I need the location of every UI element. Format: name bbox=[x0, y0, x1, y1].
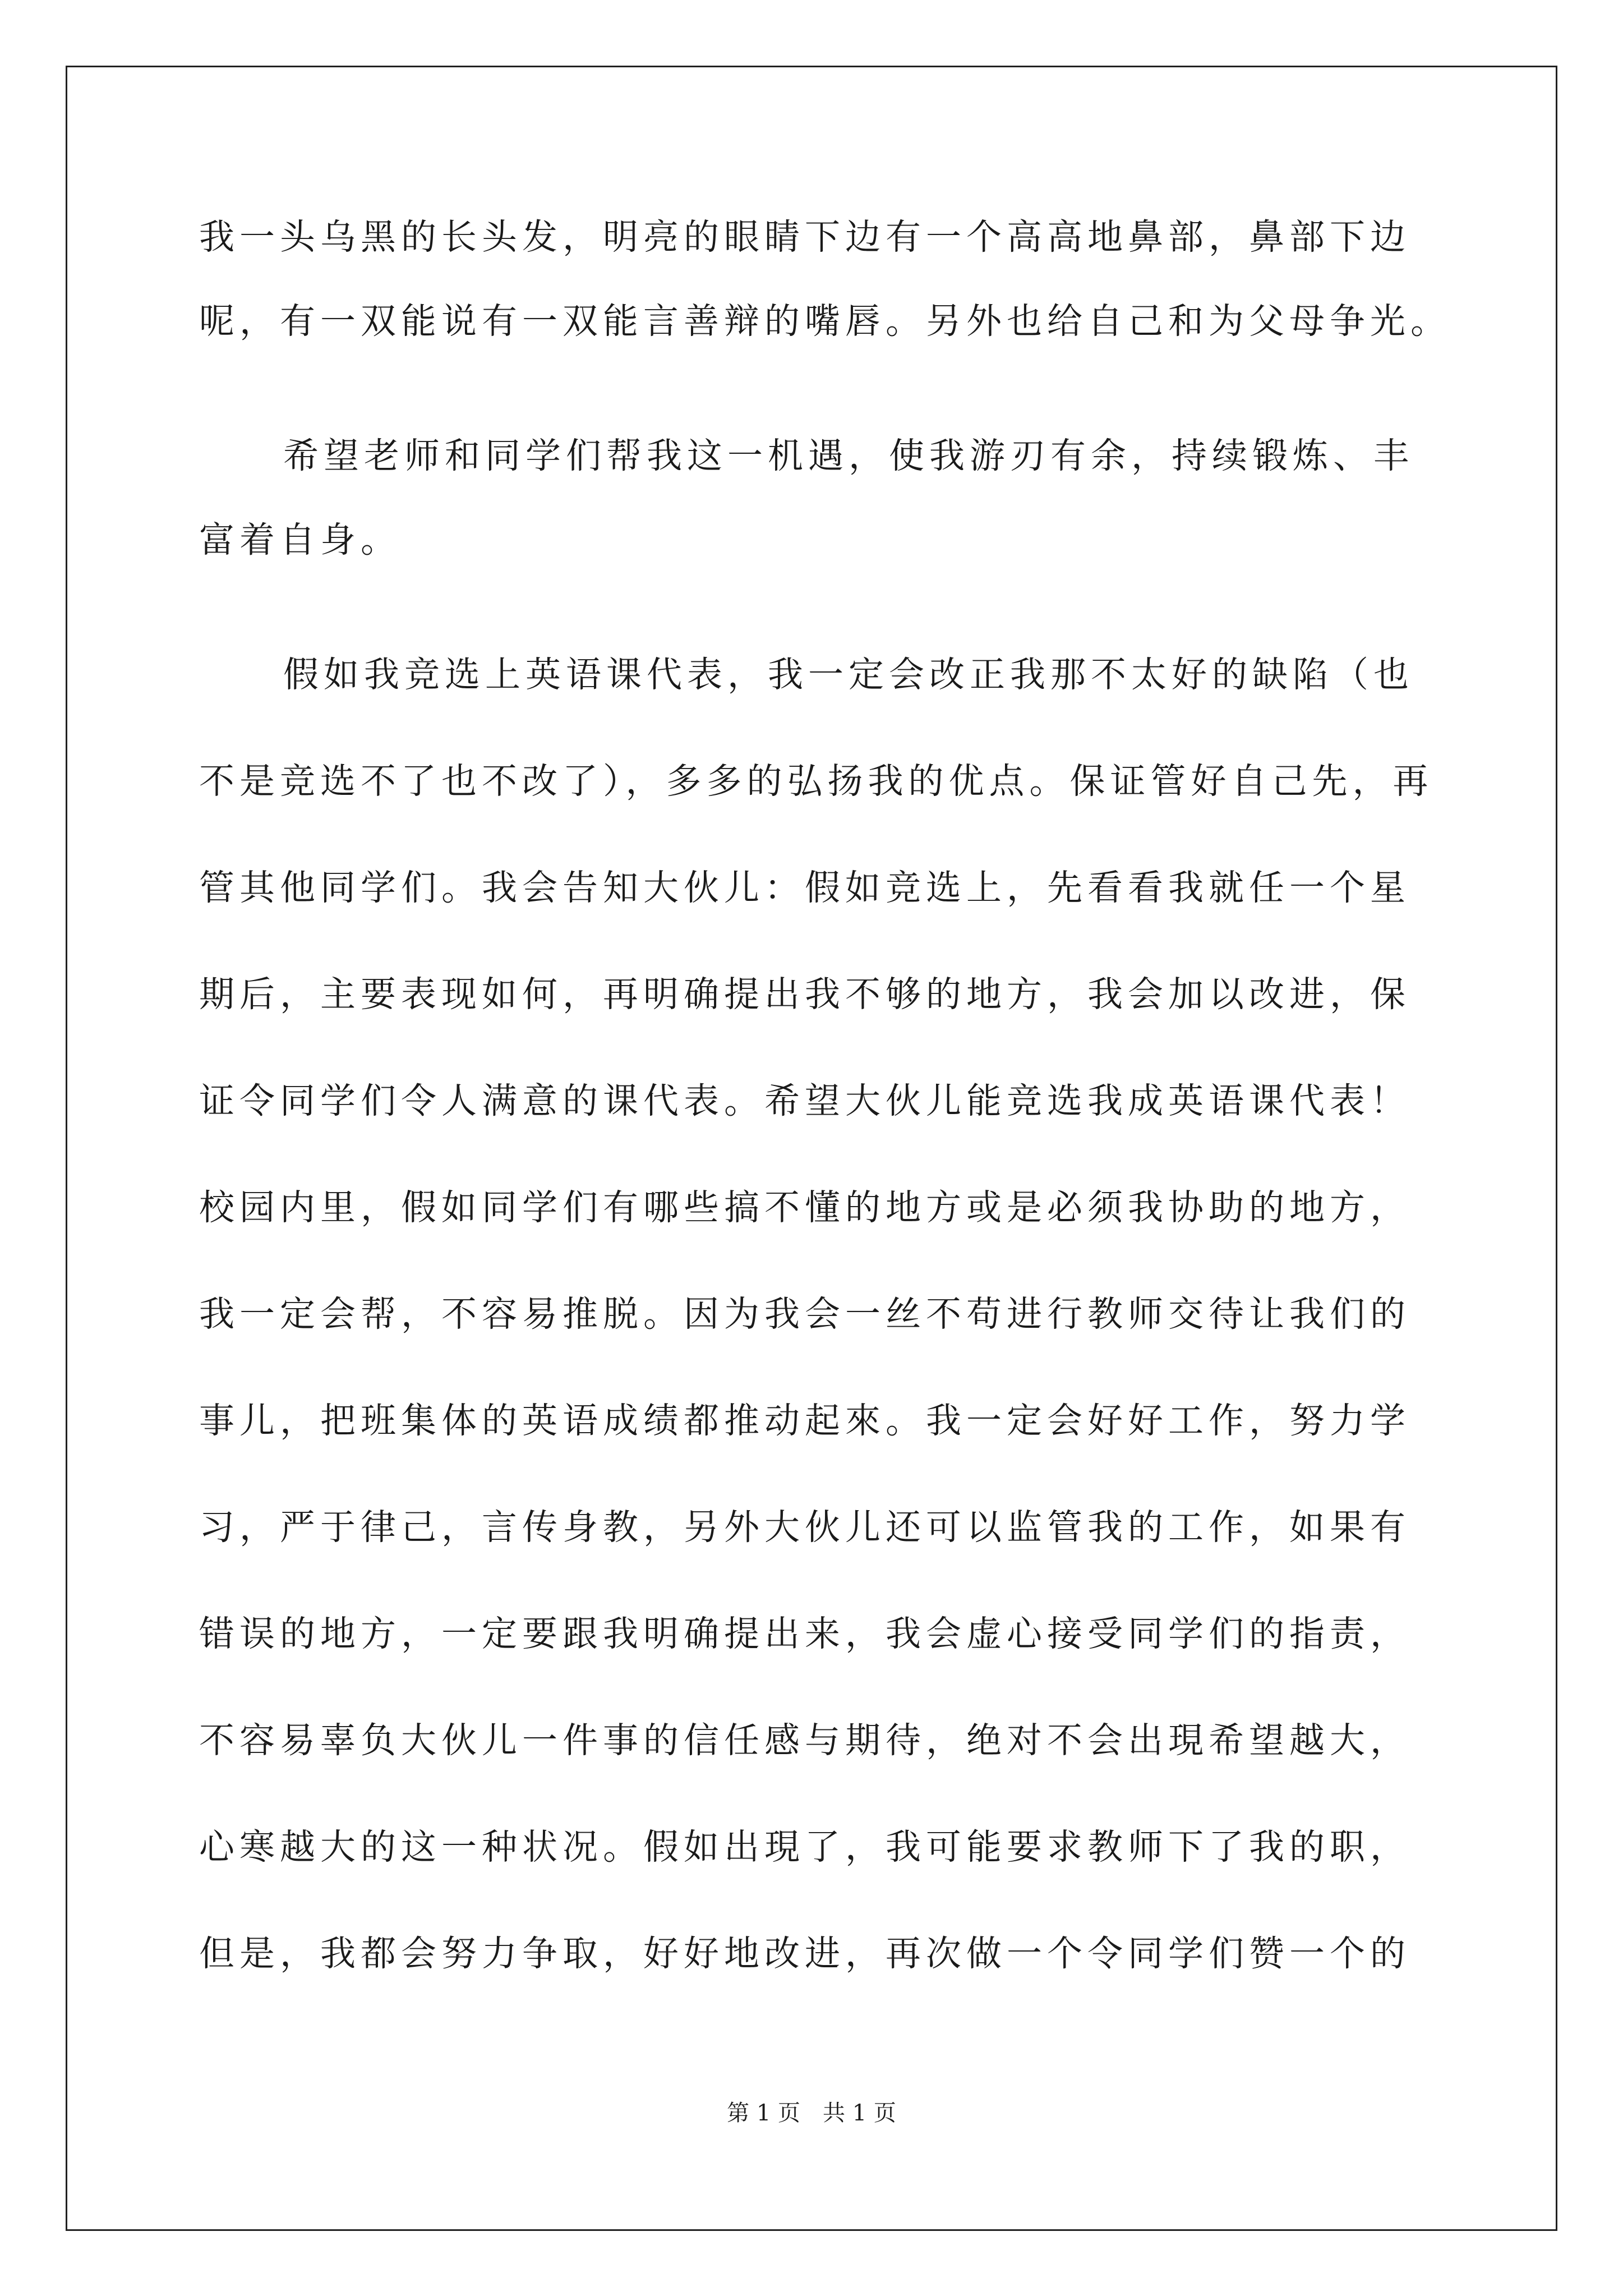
paragraph-line: 校园内里，假如同学们有哪些搞不懂的地方或是必须我协助的地方， bbox=[199, 1187, 1410, 1228]
paragraph-line: 但是，我都会努力争取，好好地改进，再次做一个令同学们赞一个的 bbox=[199, 1933, 1410, 1974]
paragraph-line: 事儿，把班集体的英语成绩都推动起來。我一定会好好工作，努力学 bbox=[199, 1400, 1410, 1441]
paragraph-line: 错误的地方，一定要跟我明确提出来，我会虚心接受同学们的指责， bbox=[199, 1613, 1410, 1654]
paragraph-line: 假如我竞选上英语课代表，我一定会改正我那不太好的缺陷（也 bbox=[283, 654, 1414, 695]
paragraph-line: 期后，主要表现如何，再明确提出我不够的地方，我会加以改进，保 bbox=[199, 974, 1410, 1015]
paragraph-line: 我一头乌黑的长头发，明亮的眼睛下边有一个高高地鼻部，鼻部下边 bbox=[199, 217, 1410, 257]
paragraph-line: 希望老师和同学们帮我这一机遇，使我游刃有余，持续锻炼、丰 bbox=[283, 435, 1414, 476]
paragraph-line: 不是竞选不了也不改了），多多的弘扬我的优点。保证管好自己先，再 bbox=[199, 761, 1433, 802]
page-border bbox=[66, 66, 1557, 2231]
paragraph-line: 管其他同学们。我会告知大伙儿：假如竞选上，先看看我就任一个星 bbox=[199, 867, 1410, 908]
paragraph-line: 习，严于律己，言传身教，另外大伙儿还可以监管我的工作，如果有 bbox=[199, 1507, 1410, 1548]
paragraph-line: 富着自身。 bbox=[199, 519, 401, 560]
paragraph-line: 我一定会帮，不容易推脱。因为我会一丝不苟进行教师交待让我们的 bbox=[199, 1294, 1410, 1335]
page-number: 第 1 页 bbox=[727, 2100, 800, 2126]
paragraph-line: 呢，有一双能说有一双能言善辩的嘴唇。另外也给自己和为父母争光。 bbox=[199, 301, 1451, 342]
total-pages: 共 1 页 bbox=[823, 2100, 896, 2126]
paragraph-line: 证令同学们令人满意的课代表。希望大伙儿能竞选我成英语课代表！ bbox=[199, 1080, 1410, 1121]
page-footer bbox=[0, 2099, 1623, 2127]
paragraph-line: 心寒越大的这一种状况。假如出現了，我可能要求教师下了我的职， bbox=[199, 1826, 1410, 1867]
paragraph-line: 不容易辜负大伙儿一件事的信任感与期待，绝对不会出現希望越大， bbox=[199, 1720, 1410, 1761]
